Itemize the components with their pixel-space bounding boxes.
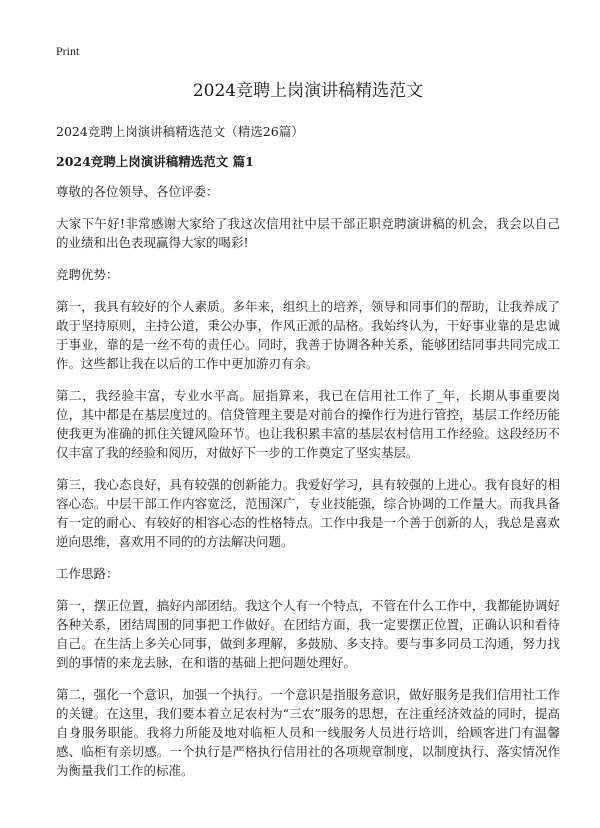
section-heading: 2024竞聘上岗演讲稿精选范文 篇1 — [56, 154, 254, 169]
document-title: 2024竞聘上岗演讲稿精选范文 — [192, 81, 424, 101]
work-idea-paragraph-2: 第二，强化一个意识，加强一个执行。一个意识是指服务意识，做好服务是我们信用社工作的关键。在这里，我们要本着立足农村为“三农”服务的思想，在注重经济效益的同时，提高自身服务职能。我将力所能及地对临柜人员和一线服务人员进行培训，给顾客进门有温馨感、临柜有亲切感。一个执行是严格执行信用社的各项规章制度，以制度执行、落实情况作为衡量我们工作的标准。 — [56, 687, 560, 778]
advantage-paragraph-2: 第二，我经验丰富，专业水平高。屈指算来，我已在信用社工作了_年，长期从事重要岗位，其中都是在基层度过的。信贷管理主要是对前台的操作行为进行管控，基层工作经历能使我更为准确的抓住关键风险环节。也让我积累丰富的基层农村信用工作经验。这段经历不仅丰富了我的经验和阅历，对做好下一步的工作奠定了坚实基层。 — [56, 388, 560, 460]
advantage-paragraph-1: 第一，我具有较好的个人素质。多年来，组织上的培养，领导和同事们的帮助，让我养成了敢于坚持原则，主持公道，秉公办事，作风正派的品格。我始终认为，干好事业靠的是忠诚于事业，靠的是一丝不苟的责任心。同时，我善于协调各种关系，能够团结同事共同完成工作。这些都让我在以后的工作中更加游刃有余。 — [56, 299, 560, 371]
print-label[interactable]: Print — [56, 44, 80, 58]
heading-work-ideas: 工作思路： — [56, 566, 119, 581]
salutation: 尊敬的各位领导、各位评委： — [56, 184, 219, 199]
work-idea-paragraph-1: 第一，摆正位置，搞好内部团结。我这个人有一个特点，不管在什么工作中，我都能协调好各种关系，团结周围的同事把工作做好。在团结方面，我一定要摆正位置，正确认识和看待自己。在生活上多关心同事，做到多理解，多鼓励、多支持。要与事多同员工沟通，努力找到的事情的来龙去脉，在和谐的基础上把问题处理好。 — [56, 598, 560, 670]
opening-paragraph: 大家下午好!非常感谢大家给了我这次信用社中层干部正职竞聘演讲稿的机会，我会以自己的业绩和出色表现赢得大家的喝彩! — [56, 216, 560, 250]
document-subtitle: 2024竞聘上岗演讲稿精选范文（精选26篇） — [56, 124, 304, 139]
advantage-paragraph-3: 第三，我心态良好，具有较强的创新能力。我爱好学习，具有较强的上进心。我有良好的相容心态。中层干部工作内容宽泛，范围深广，专业技能强，综合协调的工作量大。而我具备有一定的耐心、有较好的相容心态的性格特点。工作中我是一个善于创新的人，我总是喜欢逆向思维，喜欢用不同的的方法解决问题。 — [56, 477, 560, 549]
heading-advantages: 竞聘优势： — [56, 267, 119, 282]
